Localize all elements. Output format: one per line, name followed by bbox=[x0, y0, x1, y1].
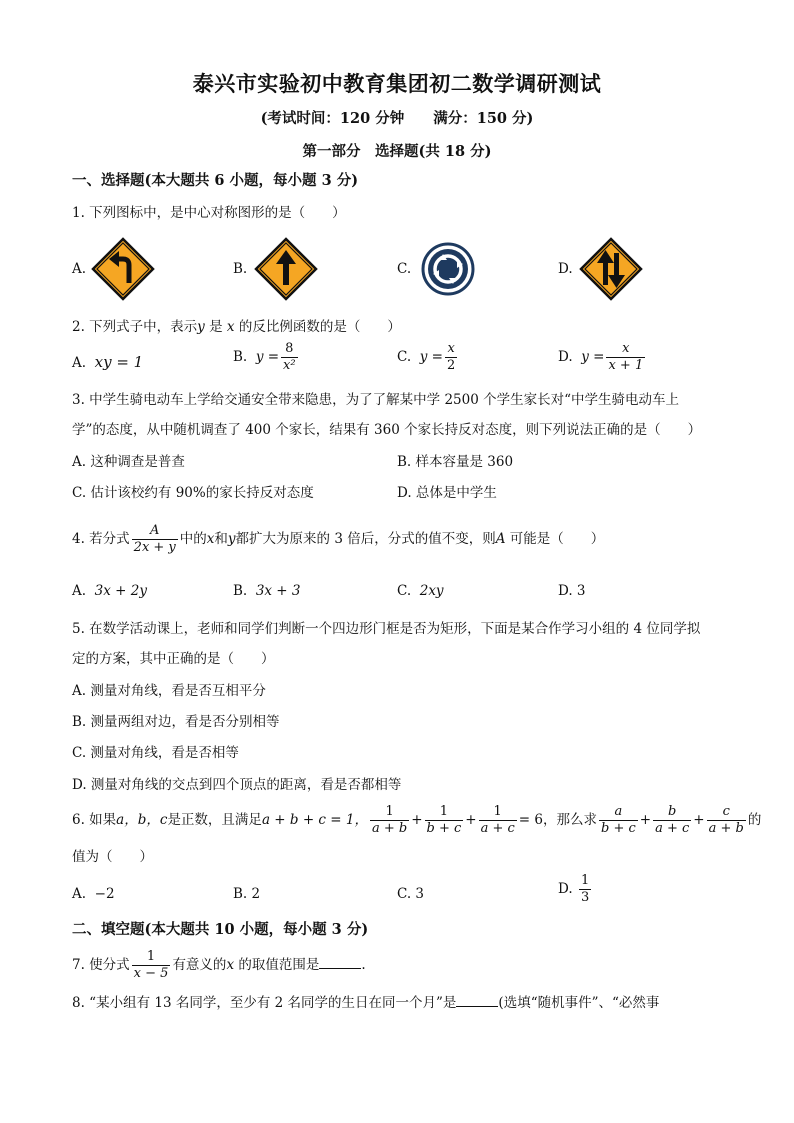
q3-option-a: A. 这种调查是普查 bbox=[72, 454, 185, 470]
q6-fraction-2 bbox=[425, 804, 464, 837]
q6-option-a bbox=[72, 884, 115, 904]
q6-g2-den: a + c bbox=[655, 821, 690, 836]
q6-plus-4: + bbox=[693, 812, 705, 828]
q6-fraction-4 bbox=[599, 804, 638, 837]
q2-option-b bbox=[233, 341, 300, 374]
q6-g1-den: b + c bbox=[601, 821, 636, 836]
q2-d-den: x + 1 bbox=[608, 358, 644, 373]
q8-stem bbox=[72, 992, 659, 1013]
q4-option-b bbox=[233, 581, 301, 601]
roundabout-sign-icon bbox=[421, 242, 475, 296]
q7-var-x: x bbox=[226, 957, 235, 973]
q6-fraction-5 bbox=[653, 804, 691, 837]
q2-b-num: 8 bbox=[281, 341, 298, 358]
q6-f2-den: b + c bbox=[426, 821, 462, 836]
q6-option-a-label: A. bbox=[72, 886, 87, 902]
left-turn-sign-icon bbox=[91, 237, 155, 301]
q4-option-b-label: B. bbox=[233, 583, 248, 599]
q6-plus-2: + bbox=[465, 812, 477, 828]
q6-option-d bbox=[558, 873, 593, 906]
q4-stem-text-4: 都扩大为原来的 3 倍后，分式的值不变，则 bbox=[235, 531, 496, 547]
q4-option-c-expr: 2xy bbox=[419, 583, 444, 599]
q2-option-a-expr: xy = 1 bbox=[94, 353, 144, 371]
q4-stem-text-3: 和 bbox=[214, 531, 228, 547]
q7-stem bbox=[72, 948, 366, 982]
q2-option-d-lhs: y = bbox=[581, 349, 605, 365]
q6-equals-6: = 6 bbox=[518, 812, 543, 828]
q6-fraction-1 bbox=[370, 804, 409, 837]
q2-option-a bbox=[72, 352, 143, 373]
q7-stem-end: . bbox=[361, 957, 366, 973]
q3-option-c: C. 估计该校约有 90%的家长持反对态度 bbox=[72, 485, 314, 501]
q6-plus-1: + bbox=[411, 812, 423, 828]
q5-option-d: D. 测量对角线的交点到四个顶点的距离，看是否都相等 bbox=[72, 777, 402, 793]
q6-stem-text: 6. 如果 bbox=[72, 812, 117, 828]
q4-fraction bbox=[132, 523, 178, 556]
q4-option-c-label: C. bbox=[397, 583, 412, 599]
q4-var-a: A bbox=[495, 531, 506, 547]
q6-stem-text-2: 是正数，且满足 bbox=[167, 812, 262, 828]
q5-option-c: C. 测量对角线，看是否相等 bbox=[72, 745, 239, 761]
q8-stem-text: 8. “某小组有 13 名同学，至少有 2 名同学的生日在同一个月”是 bbox=[72, 995, 457, 1011]
q4-var-x: x bbox=[206, 531, 215, 547]
q7-stem-text: 7. 使分式 bbox=[72, 957, 130, 973]
q2-stem bbox=[72, 317, 401, 337]
q2-option-d-label: D. bbox=[558, 349, 573, 365]
q8-stem-text-2: (选填“随机事件”、“必然事 bbox=[498, 995, 660, 1011]
q2-option-a-label: A. bbox=[72, 355, 87, 371]
q8-answer-blank[interactable] bbox=[456, 992, 498, 1007]
q7-answer-blank[interactable] bbox=[319, 954, 361, 969]
q6-g1-num: a bbox=[599, 804, 638, 821]
q4-stem-text: 4. 若分式 bbox=[72, 531, 130, 547]
q6-stem-text-4: 的 bbox=[747, 812, 762, 828]
q2-option-d-fraction bbox=[606, 341, 645, 374]
q2-var-x: x bbox=[226, 319, 235, 335]
q2-option-c bbox=[397, 341, 459, 374]
q2-var-y: y bbox=[197, 319, 205, 335]
q6-condition: a + b + c = 1， bbox=[261, 812, 368, 828]
q2-option-c-fraction bbox=[445, 341, 457, 374]
q4-option-c bbox=[397, 581, 444, 601]
q6-option-b: B. 2 bbox=[233, 886, 261, 902]
q2-option-c-lhs: y = bbox=[419, 349, 443, 365]
q4-num: A bbox=[132, 523, 178, 540]
q6-f1-den: a + b bbox=[371, 821, 408, 836]
q1-option-c-label: C. bbox=[397, 261, 412, 277]
q5-stem-line2: 定的方案，其中正确的是（ ） bbox=[72, 651, 275, 667]
q6-option-d-fraction bbox=[579, 873, 591, 906]
q7-stem-text-3: 的取值范围是 bbox=[234, 957, 320, 973]
q4-option-a-expr: 3x + 2y bbox=[94, 583, 147, 599]
q2-option-b-fraction bbox=[281, 341, 298, 374]
q4-stem-text-2: 中的 bbox=[179, 531, 207, 547]
q6-stem-line2: 值为（ ） bbox=[72, 849, 153, 865]
q6-stem-text-3: ，那么求 bbox=[543, 812, 597, 828]
q6-d-num: 1 bbox=[580, 873, 590, 888]
q1-option-b-label: B. bbox=[233, 261, 248, 277]
q6-fraction-3 bbox=[479, 804, 517, 837]
q1-stem: 1. 下列图标中，是中心对称图形的是（ ） bbox=[72, 205, 346, 221]
section-1-heading: 一、选择题(本大题共 6 小题，每小题 3 分) bbox=[72, 172, 359, 189]
q6-plus-3: + bbox=[639, 812, 652, 828]
q6-vars: a，b，c bbox=[116, 812, 168, 828]
q6-stem bbox=[72, 803, 761, 837]
q6-d-den: 3 bbox=[580, 890, 590, 905]
q2-b-den: x² bbox=[283, 358, 296, 373]
q2-option-d bbox=[558, 341, 647, 374]
q6-f1-num: 1 bbox=[370, 804, 409, 821]
q7-fraction bbox=[132, 949, 171, 982]
q2-option-b-label: B. bbox=[233, 349, 248, 365]
q7-den: x − 5 bbox=[133, 966, 169, 981]
q6-g2-num: b bbox=[653, 804, 691, 821]
straight-arrow-sign-icon bbox=[254, 237, 318, 301]
q4-stem-text-5: 可能是（ ） bbox=[505, 531, 605, 547]
q4-stem bbox=[72, 522, 604, 556]
q2-stem-text: 2. 下列式子中，表示 bbox=[72, 319, 198, 335]
q1-option-a-label: A. bbox=[72, 261, 87, 277]
q6-f3-den: a + c bbox=[480, 821, 515, 836]
q4-option-a bbox=[72, 581, 147, 601]
part-heading: 第一部分 选择题(共 18 分) bbox=[302, 143, 492, 160]
q6-fraction-6 bbox=[707, 804, 746, 837]
q6-g3-den: a + b bbox=[708, 821, 744, 836]
q6-f2-num: 1 bbox=[425, 804, 464, 821]
q2-stem-text-2: 是 bbox=[204, 319, 227, 335]
q4-option-d: D. 3 bbox=[558, 583, 586, 599]
two-way-traffic-sign-icon bbox=[579, 237, 643, 301]
q4-option-b-expr: 3x + 3 bbox=[255, 583, 301, 599]
q5-option-b: B. 测量两组对边，看是否分别相等 bbox=[72, 714, 280, 730]
q5-option-a: A. 测量对角线，看是否互相平分 bbox=[72, 683, 266, 699]
q1-option-d-label: D. bbox=[558, 261, 573, 277]
q2-stem-text-3: 的反比例函数的是（ ） bbox=[234, 319, 401, 335]
q2-c-den: 2 bbox=[446, 358, 456, 373]
q5-stem-line1: 5. 在数学活动课上，老师和同学们判断一个四边形门框是否为矩形，下面是某合作学习小组的 4 位同学拟 bbox=[72, 621, 701, 637]
q4-var-y: y bbox=[227, 531, 236, 547]
exam-subtitle: (考试时间：120 分钟 满分：150 分) bbox=[260, 110, 534, 127]
q3-option-d: D. 总体是中学生 bbox=[397, 485, 497, 501]
q6-g3-num: c bbox=[707, 804, 746, 821]
q2-option-c-label: C. bbox=[397, 349, 412, 365]
q2-option-b-lhs: y = bbox=[255, 349, 280, 365]
q4-den: 2x + y bbox=[133, 540, 176, 555]
q2-d-num: x bbox=[606, 341, 645, 358]
q6-option-a-value: −2 bbox=[94, 886, 115, 902]
q3-option-b: B. 样本容量是 360 bbox=[397, 454, 514, 470]
q2-c-num: x bbox=[445, 341, 457, 358]
q7-stem-text-2: 有意义的 bbox=[172, 957, 227, 973]
q7-num: 1 bbox=[132, 949, 171, 966]
q3-stem-line1: 3. 中学生骑电动车上学给交通安全带来隐患，为了了解某中学 2500 个学生家长对“中学生骑电动车上 bbox=[72, 392, 680, 408]
q3-stem-line2: 学”的态度，从中随机调查了 400 个家长，结果有 360 个家长持反对态度，则下列说法正确的是（ ） bbox=[72, 422, 702, 438]
q4-option-a-label: A. bbox=[72, 583, 87, 599]
exam-title: 泰兴市实验初中教育集团初二数学调研测试 bbox=[192, 71, 602, 96]
section-2-heading: 二、填空题(本大题共 10 小题，每小题 3 分) bbox=[72, 921, 369, 938]
q6-option-d-label: D. bbox=[558, 881, 573, 897]
q6-option-c: C. 3 bbox=[397, 886, 425, 902]
q6-f3-num: 1 bbox=[479, 804, 517, 821]
